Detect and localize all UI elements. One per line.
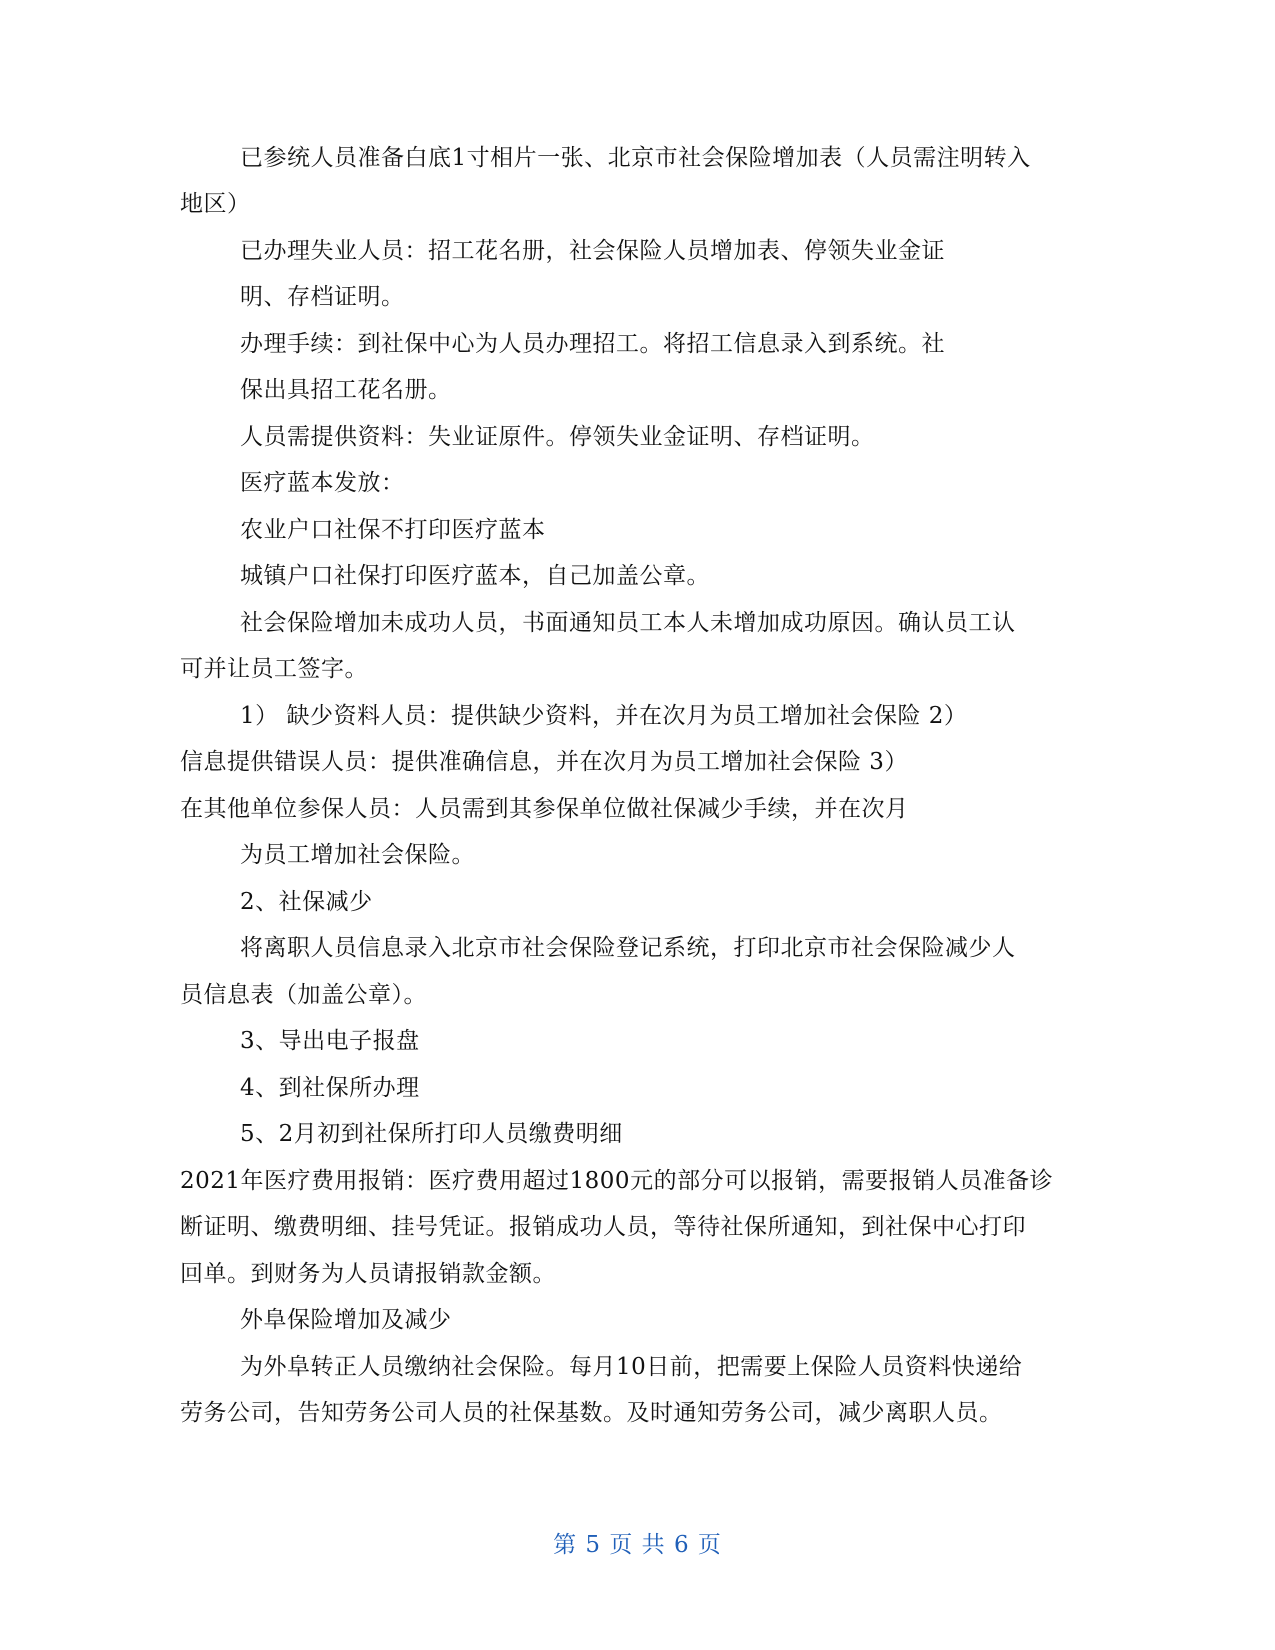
- text-line: 办理手续：到社保中心为人员办理招工。将招工信息录入到系统。社: [240, 331, 945, 357]
- text-line: 医疗蓝本发放：: [240, 470, 405, 496]
- text-line: 将离职人员信息录入北京市社会保险登记系统，打印北京市社会保险减少人: [240, 935, 1016, 961]
- text-line: 4、到社保所办理: [240, 1075, 420, 1101]
- page-number-footer: 第 5 页 共 6 页: [553, 1532, 722, 1558]
- text-line: 5、2月初到社保所打印人员缴费明细: [240, 1121, 623, 1147]
- text-line: 信息提供错误人员：提供准确信息，并在次月为员工增加社会保险 3）: [180, 749, 908, 775]
- text-line: 劳务公司，告知劳务公司人员的社保基数。及时通知劳务公司，减少离职人员。: [180, 1400, 1003, 1426]
- text-line: 地区）: [180, 191, 251, 217]
- text-line: 保出具招工花名册。: [240, 377, 452, 403]
- text-line: 可并让员工签字。: [180, 656, 368, 682]
- text-line: 在其他单位参保人员：人员需到其参保单位做社保减少手续，并在次月: [180, 796, 909, 822]
- text-line: 为员工增加社会保险。: [240, 842, 475, 868]
- text-line: 外阜保险增加及减少: [240, 1307, 452, 1333]
- text-line: 为外阜转正人员缴纳社会保险。每月10日前，把需要上保险人员资料快递给: [240, 1354, 1023, 1380]
- text-line: 3、导出电子报盘: [240, 1028, 420, 1054]
- text-line: 1） 缺少资料人员：提供缺少资料，并在次月为员工增加社会保险 2）: [240, 703, 968, 729]
- text-line: 已办理失业人员：招工花名册，社会保险人员增加表、停领失业金证: [240, 238, 945, 264]
- text-line: 员信息表（加盖公章）。: [180, 982, 427, 1008]
- text-line: 城镇户口社保打印医疗蓝本，自己加盖公章。: [240, 563, 710, 589]
- text-line: 2021年医疗费用报销：医疗费用超过1800元的部分可以报销，需要报销人员准备诊: [180, 1168, 1054, 1194]
- text-line: 断证明、缴费明细、挂号凭证。报销成功人员，等待社保所通知，到社保中心打印: [180, 1214, 1026, 1240]
- text-line: 明、存档证明。: [240, 284, 405, 310]
- text-line: 人员需提供资料：失业证原件。停领失业金证明、存档证明。: [240, 424, 875, 450]
- text-line: 社会保险增加未成功人员，书面通知员工本人未增加成功原因。确认员工认: [240, 610, 1016, 636]
- text-line: 已参统人员准备白底1寸相片一张、北京市社会保险增加表（人员需注明转入: [240, 145, 1031, 171]
- text-line: 农业户口社保不打印医疗蓝本: [240, 517, 546, 543]
- text-line: 回单。到财务为人员请报销款金额。: [180, 1261, 556, 1287]
- text-line: 2、社保减少: [240, 889, 373, 915]
